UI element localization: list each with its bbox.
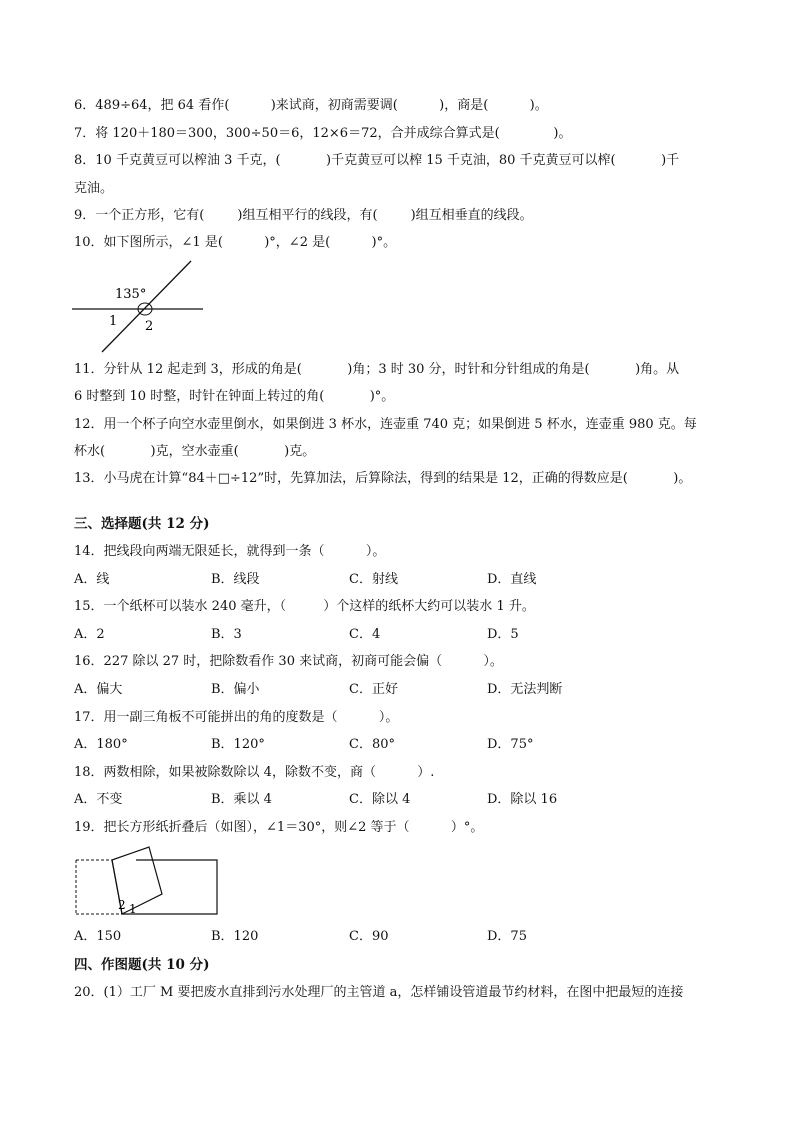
question-15: 15．一个纸杯可以装水 240 毫升，（ ）个这样的纸杯大约可以装水 1 升。 bbox=[74, 599, 535, 614]
q19-option-c: C．90 bbox=[349, 929, 389, 944]
q15-option-c: C．4 bbox=[349, 627, 381, 642]
question-12-line-1: 12．用一个杯子向空水壶里倒水，如果倒进 3 杯水，连壶重 740 克；如果倒进 5 杯水，连壶重 980 克。每 bbox=[74, 417, 697, 432]
section-4-heading: 四、作图题(共 10 分) bbox=[74, 957, 210, 973]
slanted-line bbox=[102, 261, 191, 352]
q19-option-a: A．150 bbox=[74, 929, 122, 944]
q19-option-b: B．120 bbox=[211, 929, 259, 944]
q16-option-c: C．正好 bbox=[349, 682, 398, 697]
q17-option-b: B．120° bbox=[211, 737, 265, 752]
q18-option-d: D．除以 16 bbox=[487, 792, 558, 807]
question-11-line-2: 6 时整到 10 时整，时针在钟面上转过的角( )°。 bbox=[74, 389, 395, 404]
q14-option-b: B．线段 bbox=[211, 572, 260, 587]
figure-folded-rectangle-q19 bbox=[72, 845, 222, 917]
q18-option-c: C．除以 4 bbox=[349, 792, 411, 807]
angle-1-label: 1 bbox=[109, 314, 118, 329]
angle-2-label: 2 bbox=[145, 319, 154, 334]
figure-angles-q10 bbox=[70, 258, 210, 354]
question-20: 20．(1）工厂 M 要把废水直排到污水处理厂的主管道 a，怎样铺设管道最节约材料，在图中把最短的连接 bbox=[74, 985, 684, 1000]
q16-option-b: B．偏小 bbox=[211, 682, 260, 697]
question-19: 19．把长方形纸折叠后（如图），∠1＝30°，则∠2 等于（ ）°。 bbox=[74, 820, 484, 835]
question-18: 18．两数相除，如果被除数除以 4，除数不变，商（ ）. bbox=[74, 765, 435, 780]
q17-option-d: D．75° bbox=[487, 737, 534, 752]
question-17: 17．用一副三角板不可能拼出的角的度数是（ ）。 bbox=[74, 710, 399, 725]
angle-135-label: 135° bbox=[115, 287, 147, 302]
question-9: 9．一个正方形，它有( )组互相平行的线段，有( )组互相垂直的线段。 bbox=[74, 208, 533, 223]
q17-option-a: A．180° bbox=[74, 737, 128, 752]
question-12-line-2: 杯水( )克，空水壶重( )克。 bbox=[74, 444, 316, 459]
question-13: 13．小马虎在计算“84＋□÷12”时，先算加法，后算除法，得到的结果是 12，正确的得数应是( )。 bbox=[74, 471, 692, 486]
q14-option-c: C．射线 bbox=[349, 572, 398, 587]
q15-option-d: D．5 bbox=[487, 627, 519, 642]
angle-2-label: 2 bbox=[118, 898, 126, 912]
question-8-line-1: 8．10 千克黄豆可以榨油 3 千克，( )千克黄豆可以榨 15 千克油，80 千克黄豆可以榨( )千 bbox=[74, 153, 680, 168]
q19-option-d: D．75 bbox=[487, 929, 527, 944]
q18-option-a: A．不变 bbox=[74, 792, 123, 807]
q18-option-b: B．乘以 4 bbox=[211, 792, 272, 807]
question-11-line-1: 11．分针从 12 起走到 3，形成的角是( )角；3 时 30 分，时针和分针组成的角是( )角。从 bbox=[74, 362, 680, 377]
question-7: 7．将 120＋180＝300，300÷50＝6，12×6＝72，合并成综合算式是( )。 bbox=[74, 126, 572, 141]
q14-option-d: D．直线 bbox=[487, 572, 537, 587]
section-3-heading: 三、选择题(共 12 分) bbox=[74, 516, 210, 532]
q14-option-a: A．线 bbox=[74, 572, 110, 587]
q16-option-d: D．无法判断 bbox=[487, 682, 563, 697]
question-16: 16．227 除以 27 时，把除数看作 30 来试商，初商可能会偏（ ）。 bbox=[74, 654, 503, 669]
q15-option-b: B．3 bbox=[211, 627, 242, 642]
q15-option-a: A．2 bbox=[74, 627, 105, 642]
question-10: 10．如下图所示，∠1 是( )°，∠2 是( )°。 bbox=[74, 235, 397, 250]
question-8-line-2: 克油。 bbox=[74, 181, 114, 196]
q17-option-c: C．80° bbox=[349, 737, 395, 752]
question-6: 6．489÷64，把 64 看作( )来试商，初商需要调( )，商是( )。 bbox=[74, 98, 548, 113]
q16-option-a: A．偏大 bbox=[74, 682, 123, 697]
question-14: 14．把线段向两端无限延长，就得到一条（ ）。 bbox=[74, 544, 386, 559]
angle-1-label: 1 bbox=[129, 902, 137, 916]
